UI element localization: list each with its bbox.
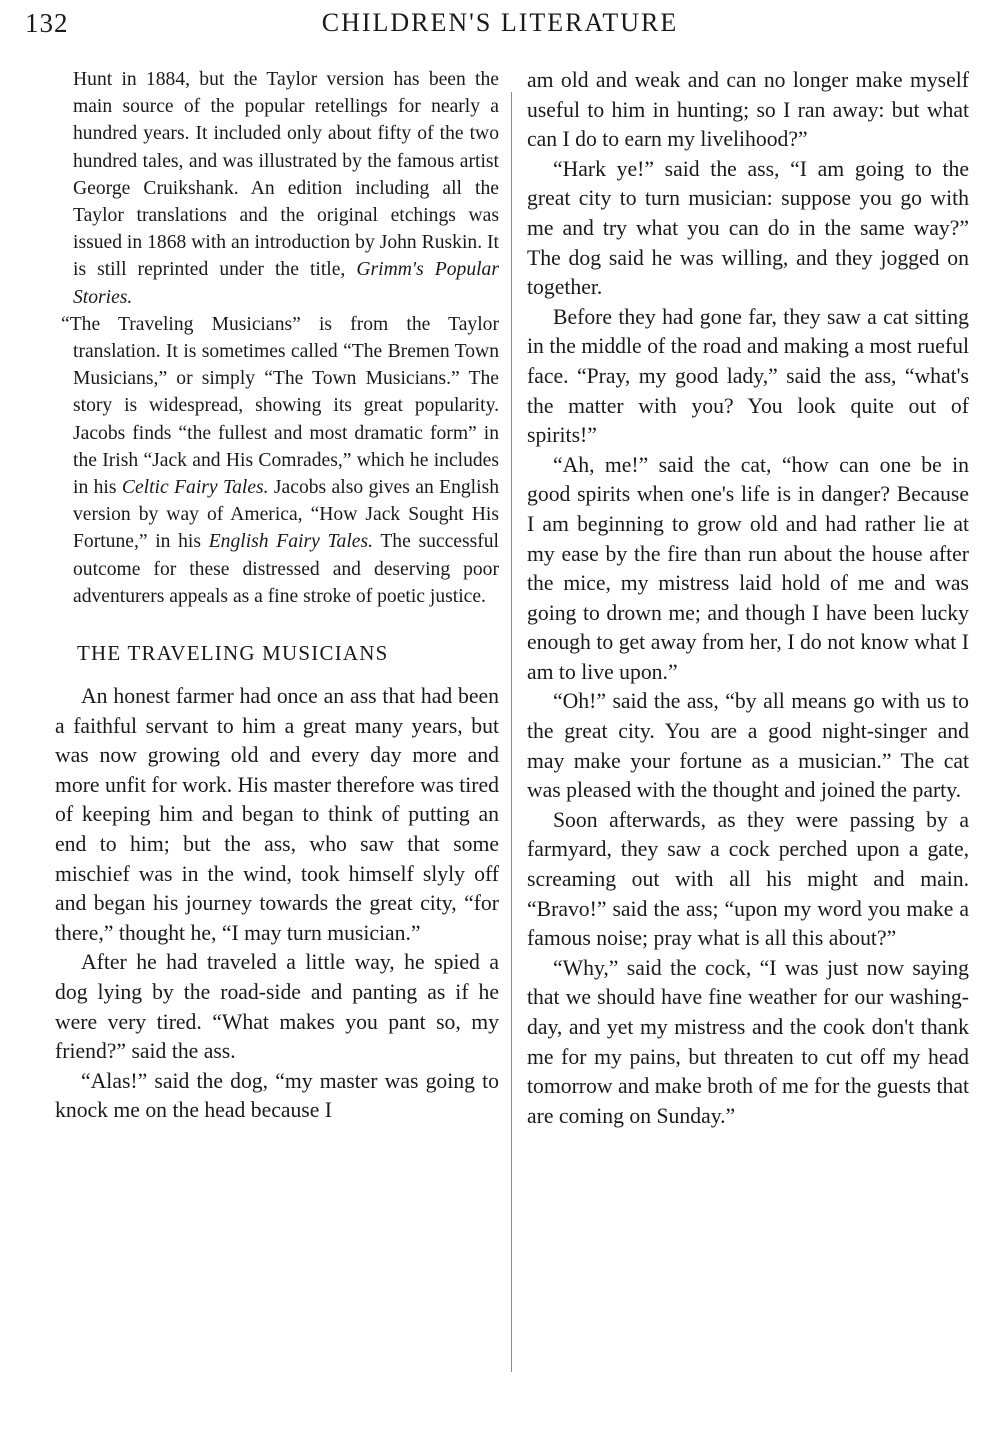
editorial-note-1 xyxy=(55,66,499,311)
editorial-note-2 xyxy=(55,311,499,610)
note-2-text-b: Jacobs also gives an English version by way of America, “How Jack Sought His Fortune,” in his xyxy=(73,477,499,553)
note-1-text: Hunt in 1884, but the Taylor version has been the main source of the popular retellings for nearly a hundred years. It included only about fifty of the two hundred tales, and was illustrated by the famous artist George Cruikshank. An edition including all the Taylor translations and the original etchings was issued in 1868 with an introduction by John Ruskin. It is still reprinted under the title, xyxy=(73,69,499,281)
note-2-text-a: “The Traveling Musicians” is from the Taylor translation. It is sometimes called “The Bremen Town Musicians,” or simply “The Town Musicians.” The story is widespread, showing its great popularity. Jacobs finds “the fullest and most dramatic form” in the Irish “Jack and His Comrades,” which he includes in his xyxy=(61,313,499,499)
story-paragraph: After he had traveled a little way, he spied a dog lying by the road-side and panting as if he were very tired. “What makes you pant so, my friend?” said the ass. xyxy=(55,950,499,1064)
running-title: CHILDREN'S LITERATURE xyxy=(321,8,679,37)
story-paragraph: “Why,” said the cock, “I was just now saying that we should have fine weather for our washing-day, and yet my mistress and the cook don't thank me for my pains, but threaten to cut off my head tomorrow and make broth of me for the guests that are coming on Sunday.” xyxy=(527,955,969,1128)
right-column xyxy=(527,66,969,1131)
story-paragraph: “Hark ye!” said the ass, “I am going to the great city to turn musician: suppose you go with me and try what you can do in the same way?” The dog said he was willing, and they jogged on together. xyxy=(527,156,969,300)
note-2-book-celtic: Celtic Fairy Tales. xyxy=(121,477,269,499)
note-1-book-title: Grimm's Popular Stories. xyxy=(73,259,499,308)
story-title: THE TRAVELING MUSICIANS xyxy=(77,641,389,666)
story-paragraph: An honest farmer had once an ass that had been a faithful servant to him a great many years, but was now growing old and every day more and more unfit for work. His master therefore was tired of keeping him and began to think of putting an end to him; but the ass, who saw that some mischief was in the wind, took himself slyly off and began his journey towards the great city, “for there,” thought he, “I may turn musician.” xyxy=(55,684,499,945)
story-paragraph-continued: am old and weak and can no longer make myself useful to him in hunting; so I ran away: but what can I do to earn my livelihood?” xyxy=(527,68,969,152)
story-paragraph: “Oh!” said the ass, “by all means go with us to the great city. You are a good night-singer and may make your fortune as a musician.” The cat was pleased with the thought and joined the party. xyxy=(527,689,969,803)
story-paragraph: “Alas!” said the dog, “my master was going to knock me on the head because I xyxy=(55,1068,499,1123)
note-2-text-c: The successful outcome for these distressed and deserving poor adventurers appeals as a fine stroke of poetic justice. xyxy=(73,531,499,607)
story-paragraph: Soon afterwards, as they were passing by a farmyard, they saw a cock perched upon a gate, screaming out with all his might and main. “Bravo!” said the ass; “upon my word you make a famous noise; pray what is all this about?” xyxy=(527,807,969,951)
page-number: 132 xyxy=(25,8,69,38)
note-2-book-english: English Fairy Tales. xyxy=(208,531,373,553)
column-divider xyxy=(511,92,512,1372)
story-paragraph: Before they had gone far, they saw a cat sitting in the middle of the road and making a most rueful face. “Pray, my good lady,” said the ass, “what's the matter with you? You look quite out of spirits!” xyxy=(527,304,969,448)
left-column xyxy=(55,66,499,1126)
story-paragraph: “Ah, me!” said the cat, “how can one be in good spirits when one's life is in danger? Because I am beginning to grow old and had rather lie at my ease by the fire than run about the house after the mice, my mistress laid hold of me and was going to drown me; and though I have been lucky enough to get away from her, I do not know what I am to live upon.” xyxy=(527,452,969,684)
